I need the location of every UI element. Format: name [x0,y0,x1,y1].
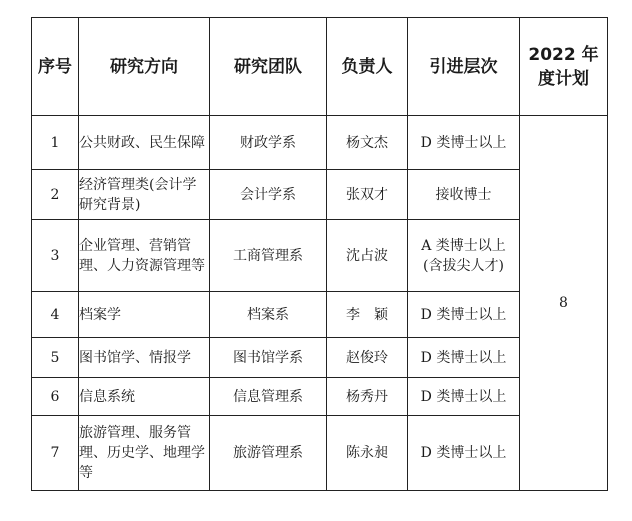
cell-plan-total: 8 [520,116,608,491]
header-direction: 研究方向 [79,18,210,116]
cell-seq: 2 [32,170,79,220]
cell-leader: 李 颖 [327,292,408,338]
cell-leader: 杨秀丹 [327,378,408,416]
cell-level-line2: (含拔尖人才) [423,257,504,274]
cell-level-line1: A 类博士以上 [421,237,506,254]
cell-direction: 图书馆学、情报学 [79,338,210,378]
cell-team: 会计学系 [210,170,327,220]
cell-direction: 经济管理类(会计学研究背景) [79,170,210,220]
header-seq: 序号 [32,18,79,116]
cell-leader: 沈占波 [327,220,408,292]
cell-seq: 1 [32,116,79,170]
header-plan-line1: 2022 年 [528,44,599,65]
cell-leader: 张双才 [327,170,408,220]
cell-seq: 5 [32,338,79,378]
header-plan [520,18,608,116]
cell-direction: 企业管理、营销管理、人力资源管理等 [79,220,210,292]
cell-team: 旅游管理系 [210,416,327,491]
cell-seq: 7 [32,416,79,491]
cell-seq: 3 [32,220,79,292]
cell-level: D 类博士以上 [408,116,520,170]
cell-team: 图书馆学系 [210,338,327,378]
cell-team: 档案系 [210,292,327,338]
header-row [32,18,608,116]
cell-level: 接收博士 [408,170,520,220]
cell-direction: 信息系统 [79,378,210,416]
cell-direction: 档案学 [79,292,210,338]
cell-team: 财政学系 [210,116,327,170]
cell-leader: 赵俊玲 [327,338,408,378]
header-leader: 负责人 [327,18,408,116]
cell-level: D 类博士以上 [408,338,520,378]
cell-leader: 陈永昶 [327,416,408,491]
recruitment-plan-table [31,17,608,491]
cell-seq: 6 [32,378,79,416]
cell-level: D 类博士以上 [408,378,520,416]
cell-leader: 杨文杰 [327,116,408,170]
cell-team: 工商管理系 [210,220,327,292]
header-plan-line2: 度计划 [538,68,589,89]
cell-seq: 4 [32,292,79,338]
cell-level: D 类博士以上 [408,292,520,338]
header-level: 引进层次 [408,18,520,116]
cell-team: 信息管理系 [210,378,327,416]
table-row [32,116,608,170]
cell-level [408,220,520,292]
cell-direction: 公共财政、民生保障 [79,116,210,170]
cell-level: D 类博士以上 [408,416,520,491]
header-team: 研究团队 [210,18,327,116]
cell-direction: 旅游管理、服务管理、历史学、地理学等 [79,416,210,491]
